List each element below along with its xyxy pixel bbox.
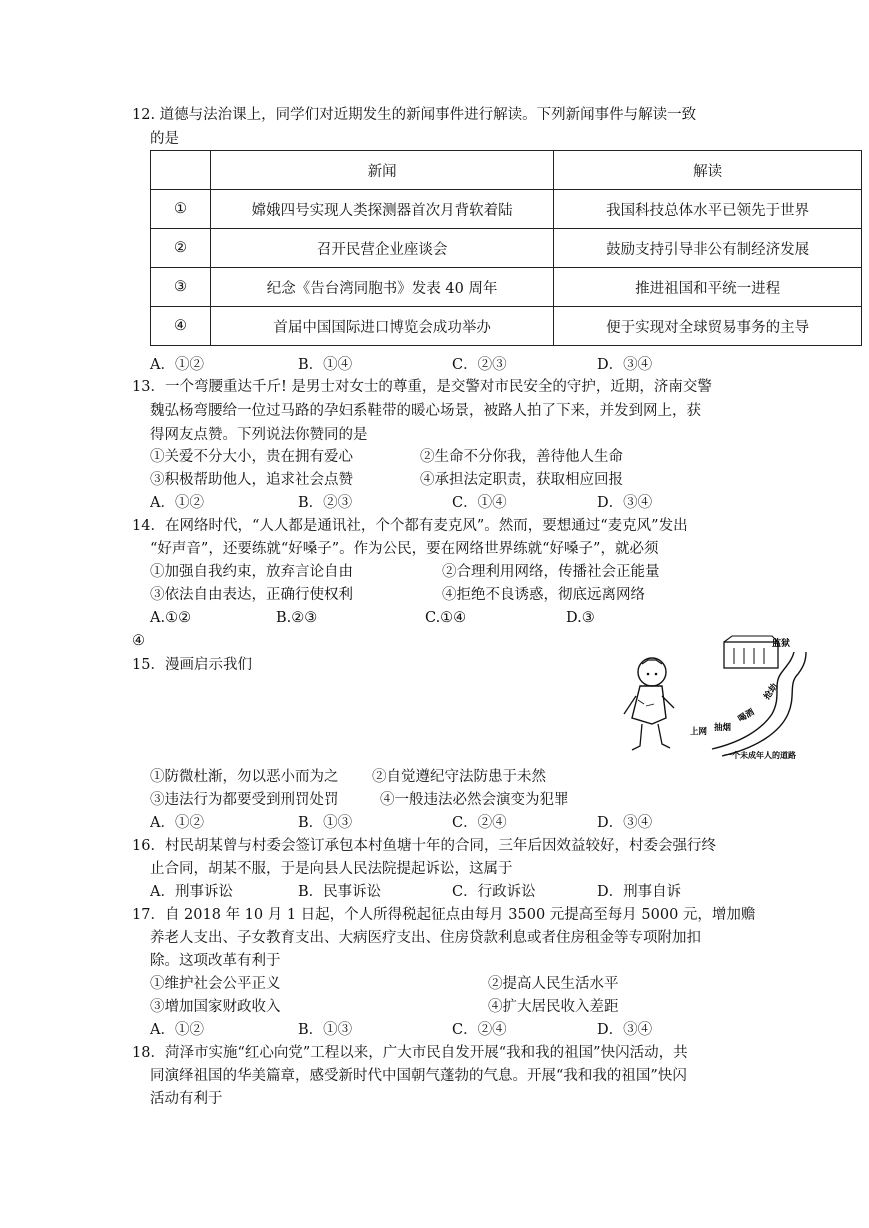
comic-caption: 一个未成年人的道路 [724, 751, 796, 760]
q16-stem-line2: 止合同，胡某不服，于是向县人民法院提起诉讼，这属于 [150, 861, 513, 877]
q15-option-d: D．③④ [597, 815, 653, 831]
q15-statement-2: ②自觉遵纪守法防患于未然 [372, 769, 546, 785]
comic-step-1: 上网 [690, 727, 708, 737]
q14-statement-4: ④拒绝不良诱惑，彻底远离网络 [442, 587, 645, 603]
q13-statement-1: ①关爱不分大小，贵在拥有爱心 [150, 449, 353, 465]
row-news: 纪念《告台湾同胞书》发表 40 周年 [211, 268, 554, 307]
q16-option-c: C．行政诉讼 [452, 884, 536, 900]
header-news: 新闻 [211, 151, 554, 190]
row-news: 召开民营企业座谈会 [211, 229, 554, 268]
q13-stem-line3: 得网友点赞。下列说法你赞同的是 [150, 427, 368, 443]
q17-stem-line1: 17．自 2018 年 10 月 1 日起，个人所得税起征点由每月 3500 元提高至每月 5000 元，增加赡 [132, 907, 756, 923]
comic-step-3: 喝酒 [736, 707, 757, 725]
q15-option-c: C．②④ [452, 815, 507, 831]
q15-stem: 15．漫画启示我们 [132, 657, 252, 673]
q16-option-a: A．刑事诉讼 [150, 884, 233, 900]
q15-statement-1: ①防微杜渐，勿以恶小而为之 [150, 769, 339, 785]
q17-option-c: C．②④ [452, 1022, 507, 1038]
comic-step-4: 抢劫 [762, 682, 781, 702]
q13-option-b: B．②③ [298, 495, 353, 511]
q17-option-d: D．③④ [597, 1022, 653, 1038]
q12-option-a: A．①② [150, 357, 204, 373]
q13-stem-line2: 魏弘杨弯腰给一位过马路的孕妇系鞋带的暖心场景，被路人拍了下来，并发到网上，获 [150, 403, 701, 419]
header-num [151, 151, 211, 190]
q15-statement-3: ③违法行为都要受到刑罚处罚 [150, 792, 339, 808]
comic-prison-label: 监狱 [772, 639, 791, 649]
q17-statement-3: ③增加国家财政收入 [150, 999, 281, 1015]
q18-stem-line1: 18．菏泽市实施“红心向党”工程以来，广大市民自发开展“我和我的祖国”快闪活动，共 [132, 1045, 688, 1061]
q14-statement-1: ①加强自我约束，放弃言论自由 [150, 564, 353, 580]
q14-stem-line1: 14．在网络时代，“人人都是通讯社，个个都有麦克风”。然而，要想通过“麦克风”发出 [132, 518, 688, 534]
row-interpretation: 便于实现对全球贸易事务的主导 [554, 307, 862, 346]
q14-statement-2: ②合理利用网络，传播社会正能量 [442, 564, 660, 580]
comic-step-2: 抽烟 [714, 723, 732, 733]
q14-stem-line2: “好声音”，还要练就“好嗓子”。作为公民，要在网络世界练就“好嗓子”，就必须 [150, 541, 659, 557]
q16-stem-line1: 16．村民胡某曾与村委会签订承包本村鱼塘十年的合同，三年后因效益较好，村委会强行终 [132, 838, 716, 854]
comic-illustration [622, 634, 812, 762]
q12-option-c: C．②③ [452, 357, 507, 373]
q17-statement-2: ②提高人民生活水平 [488, 976, 619, 992]
table-row [151, 307, 862, 346]
q17-stem-line3: 除。这项改革有利于 [150, 953, 281, 969]
q12-option-d: D．③④ [597, 357, 653, 373]
row-interpretation: 我国科技总体水平已领先于世界 [554, 190, 862, 229]
q13-option-c: C．①④ [452, 495, 507, 511]
q17-stem-line2: 养老人支出、子女教育支出、大病医疗支出、住房贷款利息或者住房租金等专项附加扣 [150, 930, 701, 946]
q12-option-b: B．①④ [298, 357, 353, 373]
table-header-row [151, 151, 862, 190]
q17-option-b: B．①③ [298, 1022, 353, 1038]
q16-option-b: B．民事诉讼 [298, 884, 382, 900]
q14-statement-3: ③依法自由表达，正确行使权利 [150, 587, 353, 603]
q15-statement-4: ④一般违法必然会演变为犯罪 [380, 792, 569, 808]
q14-option-d-wrap: ④ [132, 633, 145, 649]
q13-option-a: A．①② [150, 495, 204, 511]
row-num: ④ [151, 307, 211, 346]
table-row [151, 268, 862, 307]
row-num: ① [151, 190, 211, 229]
q17-option-a: A．①② [150, 1022, 204, 1038]
q17-statement-1: ①维护社会公平正义 [150, 976, 281, 992]
table-row [151, 229, 862, 268]
row-num: ③ [151, 268, 211, 307]
q14-option-c: C.①④ [425, 610, 467, 626]
q14-option-b: B.②③ [276, 610, 318, 626]
q17-statement-4: ④扩大居民收入差距 [488, 999, 619, 1015]
q13-option-d: D．③④ [597, 495, 653, 511]
row-interpretation: 鼓励支持引导非公有制经济发展 [554, 229, 862, 268]
row-interpretation: 推进祖国和平统一进程 [554, 268, 862, 307]
header-interpretation: 解读 [554, 151, 862, 190]
q15-option-b: B．①③ [298, 815, 353, 831]
q18-stem-line3: 活动有利于 [150, 1091, 223, 1107]
q13-statement-3: ③积极帮助他人，追求社会点赞 [150, 472, 353, 488]
q14-option-a: A.①② [150, 610, 192, 626]
q13-stem-line1: 13．一个弯腰重达千斤! 是男士对女士的尊重，是交警对市民安全的守护，近期，济南交警 [132, 379, 712, 395]
q13-statement-4: ④承担法定职责，获取相应回报 [420, 472, 623, 488]
q12-stem-line1: 12. 道德与法治课上，同学们对近期发生的新闻事件进行解读。下列新闻事件与解读一致 [132, 107, 697, 123]
row-news: 嫦娥四号实现人类探测器首次月背软着陆 [211, 190, 554, 229]
table-row [151, 190, 862, 229]
q12-stem-line2: 的是 [150, 131, 179, 147]
q12-news-table [150, 150, 862, 346]
row-news: 首届中国国际进口博览会成功举办 [211, 307, 554, 346]
q14-option-d: D.③ [566, 610, 595, 626]
q16-option-d: D．刑事自诉 [597, 884, 682, 900]
q15-option-a: A．①② [150, 815, 204, 831]
row-num: ② [151, 229, 211, 268]
q13-statement-2: ②生命不分你我，善待他人生命 [420, 449, 623, 465]
q18-stem-line2: 同演绎祖国的华美篇章，感受新时代中国朝气蓬勃的气息。开展“我和我的祖国”快闪 [150, 1068, 687, 1084]
